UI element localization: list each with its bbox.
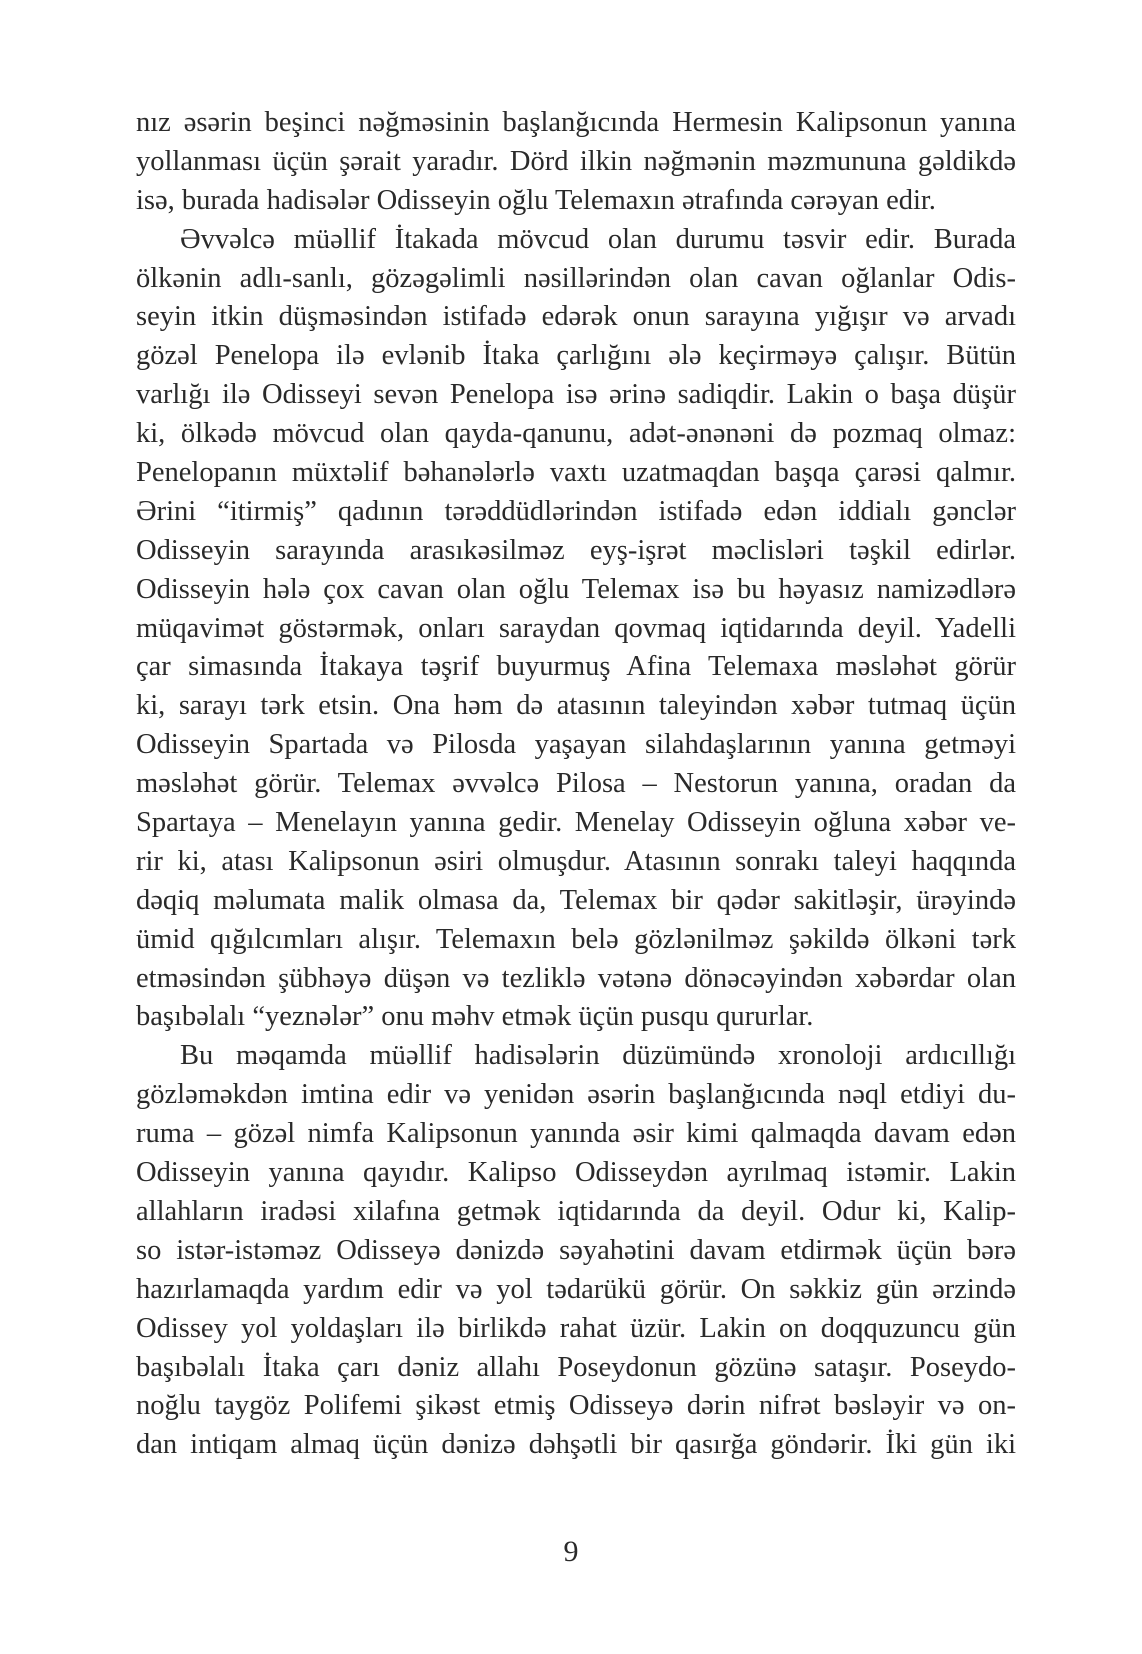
text-line: Odisseyin Spartada və Pilosda yaşayan silahdaşlarının yanına getməyi <box>136 729 1016 761</box>
text-line: Spartaya – Menelayın yanına gedir. Menelay Odisseyin oğluna xəbər ve- <box>136 807 1016 839</box>
text-line: ruma – gözəl nimfa Kalipsonun yanında əsir kimi qalmaqda davam edən <box>136 1118 1016 1150</box>
text-line: çar simasında İtakaya təşrif buyurmuş Afina Telemaxa məsləhət görür <box>136 651 1016 683</box>
text-line: ölkənin adlı-sanlı, gözəgəlimli nəsillərindən olan cavan oğlanlar Odis- <box>136 262 1016 294</box>
text-line: rir ki, atası Kalipsonun əsiri olmuşdur. Atasının sonrakı taleyi haqqında <box>136 845 1016 877</box>
text-line: Əvvəlcə müəllif İtakada mövcud olan durumu təsvir edir. Burada <box>180 223 1016 255</box>
text-line: gözəl Penelopa ilə evlənib İtaka çarlığını ələ keçirməyə çalışır. Bütün <box>136 340 1016 372</box>
text-line: Ərini “itirmiş” qadının tərəddüdlərindən istifadə edən iddialı gənclər <box>136 495 1016 527</box>
text-line: ki, ölkədə mövcud olan qayda-qanunu, adət-ənənəni də pozmaq olmaz: <box>136 418 1016 450</box>
body-text <box>136 104 1016 1465</box>
text-line: isə, burada hadisələr Odisseyin oğlu Telemaxın ətrafında cərəyan edir. <box>136 184 936 216</box>
text-line: seyin itkin düşməsindən istifadə edərək onun sarayına yığışır və arvadı <box>136 301 1016 333</box>
text-line: Odisseyin yanına qayıdır. Kalipso Odisseydən ayrılmaq istəmir. Lakin <box>136 1157 1016 1189</box>
text-line: başıbəlalı İtaka çarı dəniz allahı Poseydonun gözünə sataşır. Poseydo- <box>136 1351 1016 1383</box>
text-line: dan intiqam almaq üçün dənizə dəhşətli bir qasırğa göndərir. İki gün iki <box>136 1429 1016 1461</box>
text-line: hazırlamaqda yardım edir və yol tədarükü görür. On səkkiz gün ərzində <box>136 1273 1016 1305</box>
page-number: 9 <box>563 1535 579 1568</box>
text-line: etməsindən şübhəyə düşən və tezliklə vətənə dönəcəyindən xəbərdar olan <box>136 962 1016 994</box>
text-line: ki, sarayı tərk etsin. Ona həm də atasının taleyindən xəbər tutmaq üçün <box>136 690 1016 722</box>
text-line: varlığı ilə Odisseyi sevən Penelopa isə ərinə sadiqdir. Lakin o başa düşür <box>136 379 1016 411</box>
text-line: Penelopanın müxtəlif bəhanələrlə vaxtı uzatmaqdan başqa çarəsi qalmır. <box>136 457 1016 489</box>
text-line: nız əsərin beşinci nəğməsinin başlanğıcında Hermesin Kalipsonun yanına <box>136 107 1016 138</box>
text-line: yollanması üçün şərait yaradır. Dörd ilkin nəğmənin məzmununa gəldikdə <box>136 145 1016 177</box>
text-line: so istər-istəməz Odisseyə dənizdə səyahətini davam etdirmək üçün bərə <box>136 1234 1016 1266</box>
text-line: müqavimət göstərmək, onları saraydan qovmaq iqtidarında deyil. Yadelli <box>136 612 1016 644</box>
text-line: Odissey yol yoldaşları ilə birlikdə rahat üzür. Lakin on doqquzuncu gün <box>136 1312 1016 1344</box>
text-line: Bu məqamda müəllif hadisələrin düzümündə xronoloji ardıcıllığı <box>180 1040 1016 1072</box>
text-line: məsləhət görür. Telemax əvvəlcə Pilosa – Nestorun yanına, oradan da <box>136 768 1016 800</box>
text-line: başıbəlalı “yeznələr” onu məhv etmək üçün pusqu qururlar. <box>136 1001 814 1033</box>
text-line: noğlu taygöz Polifemi şikəst etmiş Odisseyə dərin nifrət bəsləyir və on- <box>136 1390 1016 1422</box>
text-line: ümid qığılcımları alışır. Telemaxın belə gözlənilməz şəkildə ölkəni tərk <box>136 923 1016 955</box>
text-line: allahların iradəsi xilafına getmək iqtidarında da deyil. Odur ki, Kalip- <box>136 1195 1016 1227</box>
text-line: dəqiq məlumata malik olmasa da, Telemax bir qədər sakitləşir, ürəyində <box>136 884 1016 916</box>
text-line: Odisseyin sarayında arasıkəsilməz eyş-işrət məclisləri təşkil edirlər. <box>136 534 1016 566</box>
text-line: gözləməkdən imtina edir və yenidən əsərin başlanğıcında nəql etdiyi du- <box>136 1079 1016 1111</box>
text-line: Odisseyin hələ çox cavan olan oğlu Telemax isə bu həyasız namizədlərə <box>136 573 1016 605</box>
